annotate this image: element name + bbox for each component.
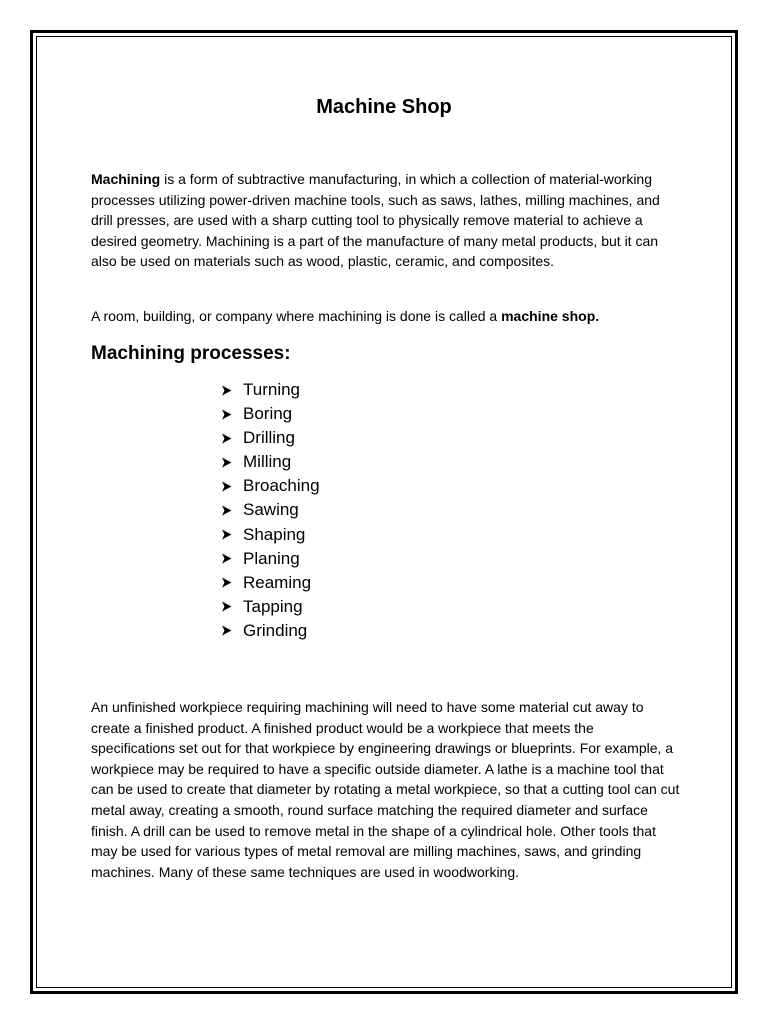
- list-item: [221, 426, 320, 450]
- process-label: Shaping: [243, 524, 306, 544]
- list-item: [221, 619, 320, 643]
- arrowhead-bullet-icon: [221, 625, 243, 636]
- arrowhead-bullet-icon: [221, 385, 243, 396]
- list-item: [221, 402, 320, 426]
- processes-list: [221, 378, 320, 643]
- process-label: Planing: [243, 548, 300, 568]
- process-label: Milling: [243, 452, 292, 472]
- definition-text: A room, building, or company where machining is done is called a: [91, 308, 502, 324]
- list-item: [221, 474, 320, 498]
- process-label: Boring: [243, 404, 293, 424]
- intro-text: is a form of subtractive manufacturing, in which a collection of material-working processes utilizing power-driven machine tools, such as saws, lathes, milling machines, and drill presses, are used with a sharp cutting tool to physically remove material to achieve a desired geometry. Machining is a part of the manufacture of many metal products, but it can also be used on materials such as wood, plastic, ceramic, and composites.: [91, 171, 660, 270]
- arrowhead-bullet-icon: [221, 577, 243, 588]
- process-label: Turning: [243, 380, 301, 399]
- list-item: [221, 523, 320, 547]
- arrowhead-bullet-icon: [221, 505, 243, 516]
- arrowhead-bullet-icon: [221, 481, 243, 492]
- arrowhead-bullet-icon: [221, 457, 243, 468]
- definition-paragraph: [91, 306, 681, 327]
- process-label: Broaching: [243, 476, 320, 496]
- list-item: [221, 498, 320, 522]
- intro-paragraph: [91, 169, 681, 272]
- list-item: [221, 450, 320, 474]
- arrowhead-bullet-icon: [221, 553, 243, 564]
- process-label: Drilling: [243, 428, 295, 448]
- closing-paragraph: An unfinished workpiece requiring machining will need to have some material cut away to create a finished product. A finished product would be a workpiece that meets the specifications set out for that workpiece by engineering drawings or blueprints. For example, a workpiece may be required to have a specific outside diameter. A lathe is a machine tool that can be used to create that diameter by rotating a metal workpiece, so that a cutting tool can cut metal away, creating a smooth, round surface matching the required diameter and surface finish. A drill can be used to remove metal in the shape of a cylindrical hole. Other tools that may be used for various types of metal removal are milling machines, saws, and grinding machines. Many of these same techniques are used in woodworking.: [91, 699, 680, 880]
- arrowhead-bullet-icon: [221, 529, 243, 540]
- page-title: Machine Shop: [316, 96, 452, 118]
- arrowhead-bullet-icon: [221, 409, 243, 420]
- process-label: Grinding: [243, 620, 308, 640]
- list-item: [221, 547, 320, 571]
- process-label: Reaming: [243, 572, 312, 592]
- list-item: [221, 571, 320, 595]
- processes-heading: Machining processes:: [91, 343, 291, 364]
- list-item: [221, 595, 320, 619]
- process-label: Tapping: [243, 596, 303, 616]
- list-item: [221, 378, 320, 402]
- definition-term: machine shop.: [501, 308, 600, 324]
- process-label: Sawing: [243, 500, 299, 520]
- arrowhead-bullet-icon: [221, 433, 243, 444]
- intro-term: Machining: [91, 171, 161, 187]
- arrowhead-bullet-icon: [221, 601, 243, 612]
